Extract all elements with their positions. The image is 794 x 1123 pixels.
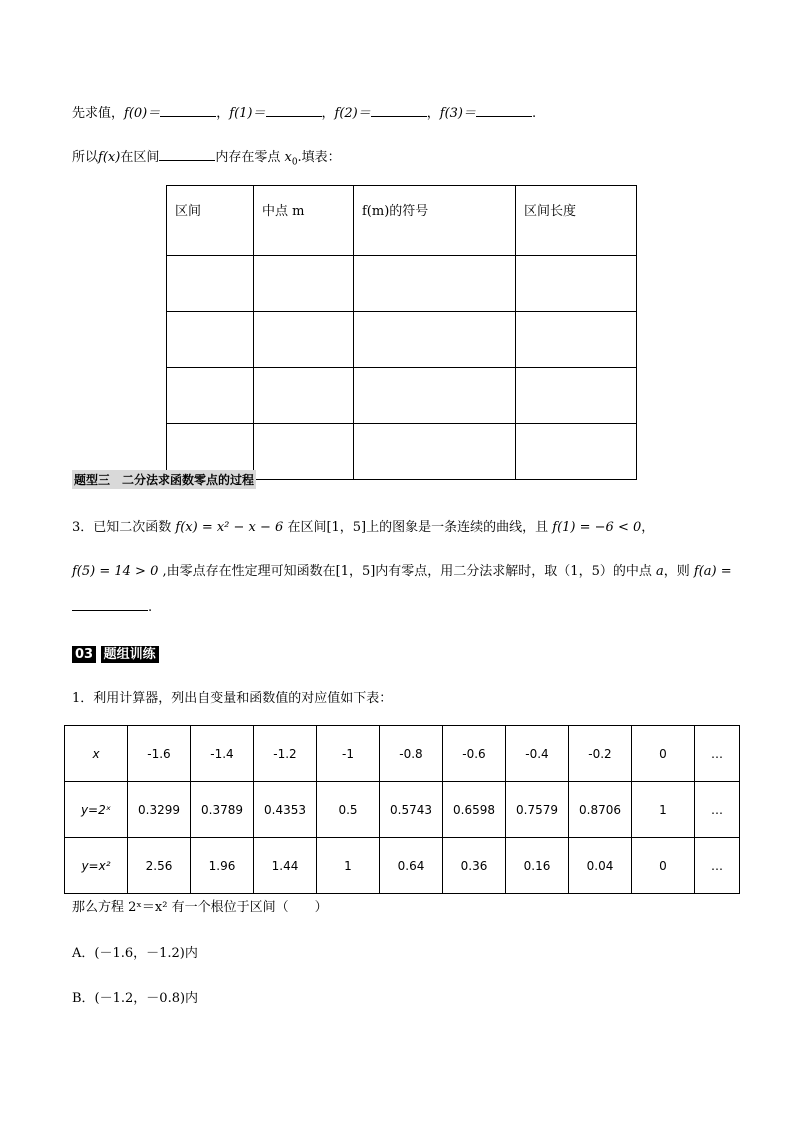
table-cell: -1 bbox=[317, 726, 380, 782]
empty-cell bbox=[167, 368, 254, 424]
empty-cell bbox=[516, 312, 637, 368]
q3-line-2 bbox=[72, 563, 732, 581]
table-cell: 0.4353 bbox=[254, 782, 317, 838]
row-label: x bbox=[65, 726, 128, 782]
header-interval: 区间 bbox=[167, 186, 254, 256]
header-length: 区间长度 bbox=[516, 186, 637, 256]
empty-cell bbox=[354, 424, 516, 480]
empty-cell bbox=[354, 368, 516, 424]
table-cell: 2.56 bbox=[128, 838, 191, 894]
empty-cell bbox=[254, 424, 354, 480]
interval-blank bbox=[159, 148, 215, 161]
table-row bbox=[65, 726, 740, 782]
q1-question: 那么方程 2ˣ＝x² 有一个根位于区间（ ） bbox=[72, 900, 328, 915]
table-cell: 1 bbox=[317, 838, 380, 894]
row-label: y=2ˣ bbox=[65, 782, 128, 838]
comma: ， bbox=[216, 106, 230, 121]
empty-cell bbox=[167, 312, 254, 368]
option-b[interactable]: B．(－1.2，－0.8)内 bbox=[72, 991, 199, 1006]
f0-blank bbox=[160, 104, 216, 117]
table-row bbox=[167, 368, 637, 424]
row-label: y=x² bbox=[65, 838, 128, 894]
table-cell: -0.8 bbox=[380, 726, 443, 782]
table-cell: … bbox=[695, 782, 740, 838]
table-cell: 0.16 bbox=[506, 838, 569, 894]
q3-line-3 bbox=[72, 598, 152, 617]
table-cell: 0.36 bbox=[443, 838, 506, 894]
empty-cell bbox=[254, 256, 354, 312]
table-cell: 0.6598 bbox=[443, 782, 506, 838]
q3-text: ,由零点存在性定理可知函数在[1，5]内有零点，用二分法求解时，取（1，5）的中点 bbox=[158, 564, 656, 579]
option-a[interactable]: A．(－1.6，－1.2)内 bbox=[72, 946, 198, 961]
f1-blank bbox=[266, 104, 322, 117]
table-row bbox=[65, 782, 740, 838]
q3-f1: f(1) = −6 < 0 bbox=[552, 520, 642, 535]
empty-cell bbox=[354, 312, 516, 368]
x0-subscript: 0 bbox=[291, 157, 298, 168]
interval-table bbox=[166, 185, 637, 480]
header-sign: f(m)的符号 bbox=[354, 186, 516, 256]
table-cell: 1 bbox=[632, 782, 695, 838]
practice-number: 03 bbox=[72, 646, 96, 663]
evaluate-line bbox=[72, 104, 536, 123]
table-cell: 0.7579 bbox=[506, 782, 569, 838]
f3-label: f(3)＝ bbox=[439, 106, 476, 121]
table-cell: 0 bbox=[632, 726, 695, 782]
comma: ， bbox=[426, 106, 440, 121]
empty-cell bbox=[516, 424, 637, 480]
q3-text: ， bbox=[641, 520, 655, 535]
q3-f5: f(5) = 14 > 0 bbox=[72, 564, 159, 579]
table-cell: … bbox=[695, 838, 740, 894]
q3-text: 在区间[1，5]上的图象是一条连续的曲线，且 bbox=[283, 520, 553, 535]
empty-cell bbox=[167, 256, 254, 312]
table-row bbox=[167, 186, 637, 256]
f2-blank bbox=[371, 104, 427, 117]
f2-label: f(2)＝ bbox=[334, 106, 371, 121]
empty-cell bbox=[354, 256, 516, 312]
value-table bbox=[64, 725, 740, 894]
table-cell: -0.4 bbox=[506, 726, 569, 782]
f1-label: f(1)＝ bbox=[229, 106, 266, 121]
q3-answer-blank bbox=[72, 598, 148, 611]
fx-label: f(x) bbox=[98, 150, 121, 165]
table-cell: 0.8706 bbox=[569, 782, 632, 838]
q3-fa: f(a) = bbox=[693, 564, 732, 579]
table-row bbox=[167, 312, 637, 368]
q3-text: ，则 bbox=[663, 564, 694, 579]
period: . bbox=[532, 106, 537, 121]
q3-line-1 bbox=[72, 519, 654, 537]
table-cell: -1.4 bbox=[191, 726, 254, 782]
section-title-bisection: 题型三 二分法求函数零点的过程 bbox=[72, 470, 256, 489]
table-cell: -1.2 bbox=[254, 726, 317, 782]
empty-cell bbox=[516, 368, 637, 424]
table-row bbox=[167, 256, 637, 312]
empty-cell bbox=[254, 368, 354, 424]
q1-text: 1．利用计算器，列出自变量和函数值的对应值如下表： bbox=[72, 691, 393, 706]
practice-header bbox=[72, 643, 159, 662]
table-cell: 0.3299 bbox=[128, 782, 191, 838]
table-cell: 0.5743 bbox=[380, 782, 443, 838]
table-cell: 0.04 bbox=[569, 838, 632, 894]
zero-text-4: .填表： bbox=[297, 150, 341, 165]
table-cell: 1.96 bbox=[191, 838, 254, 894]
table-cell: 0.3789 bbox=[191, 782, 254, 838]
table-cell: -0.2 bbox=[569, 726, 632, 782]
q3-text: 3．已知二次函数 bbox=[72, 520, 176, 535]
table-cell: 0.64 bbox=[380, 838, 443, 894]
table-cell: … bbox=[695, 726, 740, 782]
f3-blank bbox=[476, 104, 532, 117]
practice-title: 题组训练 bbox=[101, 646, 159, 663]
empty-cell bbox=[254, 312, 354, 368]
period: . bbox=[148, 600, 153, 615]
zero-interval-line bbox=[72, 148, 341, 172]
zero-text-3: 内存在零点 bbox=[215, 150, 285, 165]
table-row bbox=[65, 838, 740, 894]
zero-text-2: 在区间 bbox=[120, 150, 160, 165]
q3-a: a bbox=[655, 564, 664, 579]
table-cell: 0.5 bbox=[317, 782, 380, 838]
header-midpoint: 中点 m bbox=[254, 186, 354, 256]
comma: ， bbox=[321, 106, 335, 121]
table-cell: 0 bbox=[632, 838, 695, 894]
table-cell: -0.6 bbox=[443, 726, 506, 782]
table-cell: -1.6 bbox=[128, 726, 191, 782]
evaluate-prefix: 先求值， bbox=[72, 106, 125, 121]
q3-function: f(x) = x² − x − 6 bbox=[175, 520, 284, 535]
zero-text-1: 所以 bbox=[72, 150, 99, 165]
f0-label: f(0)＝ bbox=[124, 106, 161, 121]
table-cell: 1.44 bbox=[254, 838, 317, 894]
empty-cell bbox=[516, 256, 637, 312]
x0-label: x bbox=[284, 150, 292, 165]
